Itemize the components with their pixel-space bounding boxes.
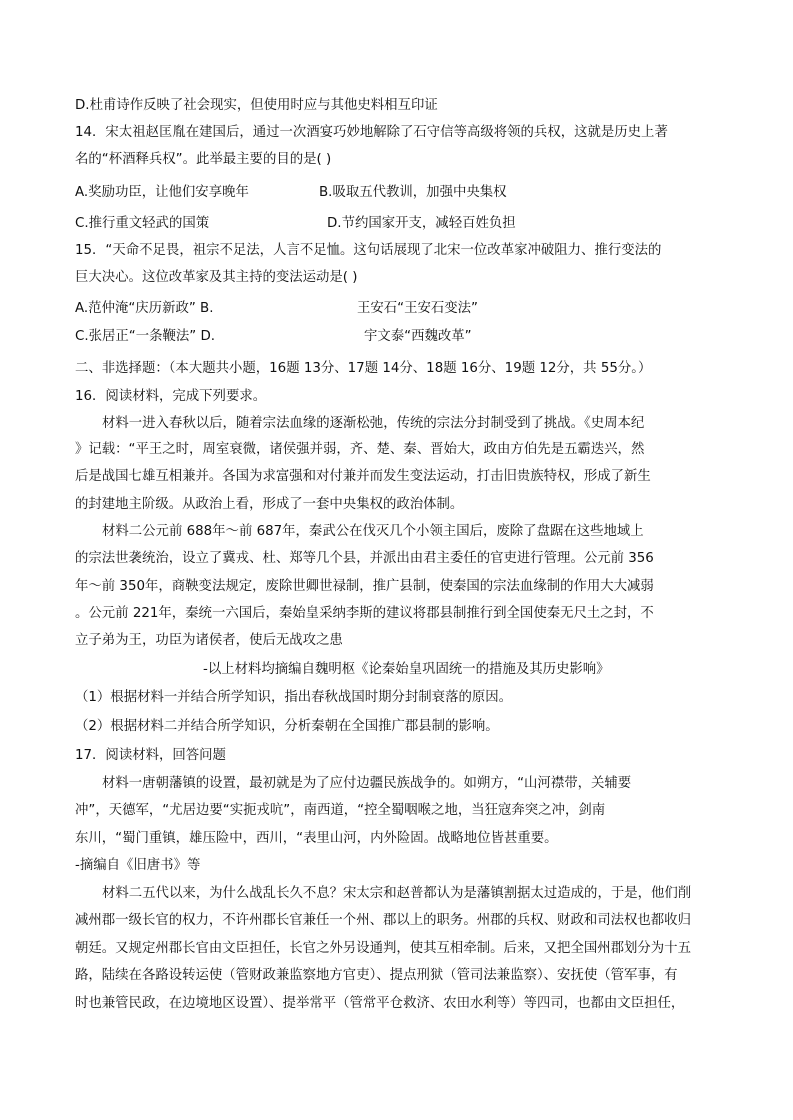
q15-option-d: 宇文泰“西魏改革” bbox=[364, 329, 472, 344]
q17-material2-line4: 路，陆续在各路设转运使（管财政兼监察地方官吏）、提点刑狱（管司法兼监察）、安抚使（管军事，有 bbox=[75, 968, 678, 983]
q14-option-c: C.推行重文轻武的国策 bbox=[75, 216, 210, 231]
q17-material1-line1: 材料一唐朝藩镇的设置，最初就是为了应付边疆民族战争的。如朔方，“山河襟带，关辅要 bbox=[102, 776, 632, 791]
q16-question2: （2）根据材料二并结合所学知识，分析秦朝在全国推广郡县制的影响。 bbox=[75, 719, 499, 734]
q14-option-d: D.节约国家开支，减轻百姓负担 bbox=[327, 216, 516, 231]
q17-material2-line5: 时也兼管民政，在边境地区设置）、提举常平（管常平仓救济、农田水利等）等四司，也都由文臣担任， bbox=[75, 996, 685, 1011]
q16-material2-line3: 年～前 350年，商鞅变法规定，废除世卿世禄制，推广县制，使秦国的宗法血缘制的作用大大减弱 bbox=[75, 579, 654, 594]
q16-material2-line5: 立子弟为王，功臣为诸侯者，使后无战攻之患 bbox=[75, 633, 343, 648]
q16-material1-line3: 后是战国七雄互相兼并。各国为求富强和对付兼并而发生变法运动，打击旧贵族特权，形成了新生 bbox=[75, 469, 651, 484]
q17-title: 17．阅读材料，回答问题 bbox=[75, 748, 226, 763]
q16-material1-line4: 的封建地主阶级。从政治上看，形成了一套中央集权的政治体制。 bbox=[75, 497, 464, 512]
q17-material2-line2: 减州郡一级长官的权力，不许州郡长官兼任一个州、郡以上的职务。州郡的兵权、财政和司法权也都收归 bbox=[75, 913, 691, 928]
q15-option-c: C.张居正“一条鞭法” D. bbox=[75, 329, 216, 344]
q15-stem-line2: 巨大决心。这位改革家及其主持的变法运动是( ) bbox=[75, 270, 358, 285]
q14-stem-line2: 名的“杯酒释兵权”。此举最主要的目的是( ) bbox=[75, 152, 332, 167]
q16-material1-line1: 材料一进入春秋以后，随着宗法血缘的逐渐松弛，传统的宗法分封制受到了挑战。《史周本纪 bbox=[102, 416, 645, 431]
q16-material2-line4: 。公元前 221年，秦统一六国后，秦始皇采纳李斯的建议将郡县制推行到全国使秦无尺土之封，不 bbox=[75, 606, 654, 621]
q17-source: -摘编自《旧唐书》等 bbox=[75, 858, 201, 873]
q15-option-b: 王安石“王安石变法” bbox=[357, 301, 478, 316]
q17-material1-line3: 东川，“蜀门重镇，雄压险中，西川，“表里山河，内外险固。战略地位皆甚重要。 bbox=[75, 831, 558, 846]
q15-stem-line1: 15．“天命不足畏，祖宗不足法，人言不足恤。这句话展现了北宋一位改革家冲破阻力、推行变法的 bbox=[75, 243, 662, 258]
section2-heading: 二、非选择题：（本大题共小题，16题 13分、17题 14分、18题 16分、19题 12分，共 55分。） bbox=[75, 361, 652, 376]
q17-material2-line1: 材料二五代以来，为什么战乱长久不息？宋太宗和赵普都认为是藩镇割据太过造成的，于是，他们削 bbox=[102, 886, 692, 901]
q16-source: -以上材料均摘编自魏明枢《论秦始皇巩固统一的措施及其历史影响》 bbox=[203, 662, 610, 677]
q17-material1-line2: 冲”，天德军，“尤居边要“实扼戎吭”，南西道，“控全蜀咽喉之地，当狂寇奔突之冲，剑南 bbox=[75, 803, 606, 818]
q14-option-a: A.奖励功臣，让他们安享晚年 bbox=[75, 185, 249, 200]
q13-option-d: D.杜甫诗作反映了社会现实，但使用时应与其他史料相互印证 bbox=[75, 98, 438, 113]
q17-material2-line3: 朝廷。又规定州郡长官由文臣担任，长官之外另设通判，使其互相牵制。后来，又把全国州郡划分为十五 bbox=[75, 941, 691, 956]
q16-title: 16．阅读材料，完成下列要求。 bbox=[75, 389, 267, 404]
q16-material1-line2: 》记载：“平王之时，周室衰微，诸侯强并弱，齐、楚、秦、晋始大，政由方伯先是五霸迭兴，然 bbox=[75, 442, 645, 457]
q14-option-b: B.吸取五代教训，加强中央集权 bbox=[319, 185, 507, 200]
q16-question1: （1）根据材料一并结合所学知识，指出春秋战国时期分封制衰落的原因。 bbox=[75, 690, 513, 705]
q14-stem-line1: 14．宋太祖赵匡胤在建国后，通过一次酒宴巧妙地解除了石守信等高级将领的兵权，这就是历史上著 bbox=[75, 125, 668, 140]
q16-material2-line1: 材料二公元前 688年～前 687年，秦武公在伐灭几个小领主国后，废除了盘踞在这些地域上 bbox=[102, 524, 644, 539]
q15-option-a: A.范仲淹“庆历新政” B. bbox=[75, 301, 214, 316]
q16-material2-line2: 的宗法世袭统治，设立了冀戎、杜、郑等几个县，并派出由君主委任的官吏进行管理。公元前 356 bbox=[75, 551, 654, 566]
